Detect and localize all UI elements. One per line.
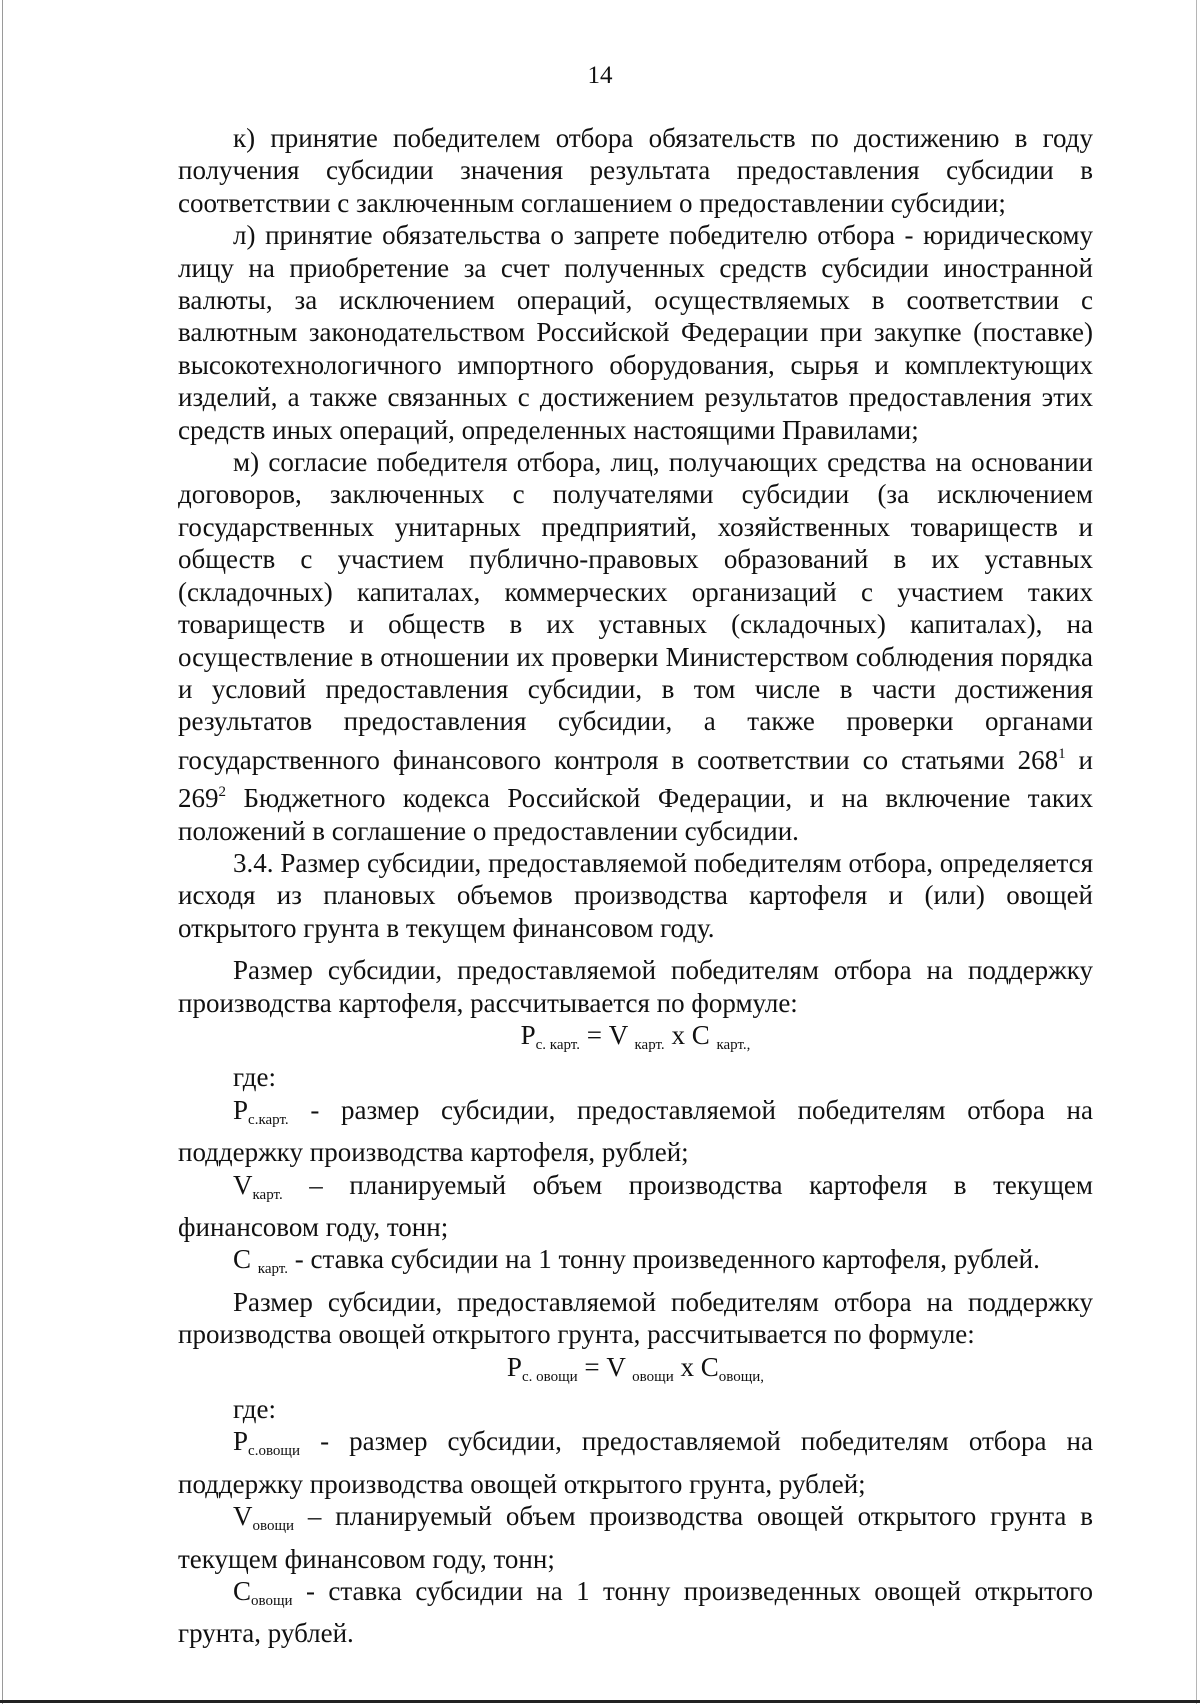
potato-def-p — [178, 1094, 1093, 1169]
page-bottom-edge — [0, 1700, 1200, 1703]
section-3-4-paragraph: 3.4. Размер субсидии, предоставляемой победителям отбора, определяется исходя из плановых объемов производства картофеля и (или) овощей открытого грунта в текущем финансовом году. — [178, 847, 1093, 943]
vegetables-formula-intro: Размер субсидии, предоставляемой победителям отбора на поддержку производства овощей открытого грунта, рассчитывается по формуле: — [178, 1286, 1093, 1350]
article-268-superscript: 1 — [1058, 745, 1066, 762]
vegetables-def-p-subscript: с.овощи — [248, 1443, 300, 1460]
potato-def-c — [178, 1243, 1093, 1285]
potato-def-c-text: - ставка субсидии на 1 тонну произведенного картофеля, рублей. — [287, 1244, 1040, 1275]
vegetables-formula-c-subscript: овощи, — [718, 1368, 765, 1385]
potato-formula-x-c: x C — [664, 1019, 717, 1050]
vegetables-def-c-text: - ставка субсидии на 1 тонну произведенных овощей открытого грунта, рублей. — [178, 1576, 1093, 1649]
vegetables-def-v-symbol: V — [233, 1501, 253, 1532]
article-269-superscript: 2 — [218, 784, 226, 801]
potato-formula-p: P — [520, 1019, 536, 1050]
potato-def-v-subscript: карт. — [252, 1186, 283, 1203]
vegetables-formula-p-subscript: с. овощи — [521, 1368, 578, 1385]
vegetables-where-label: где: — [233, 1394, 276, 1425]
vegetables-formula-x-c: x C — [673, 1351, 719, 1382]
potato-formula-c-subscript: карт., — [716, 1036, 751, 1053]
potato-def-v-text: – планируемый объем производства картофеля в текущем финансовом году, тонн; — [178, 1169, 1093, 1242]
potato-def-v — [178, 1169, 1093, 1244]
potato-def-v-symbol: V — [233, 1169, 253, 1200]
vegetables-formula-p: P — [506, 1351, 522, 1382]
potato-def-p-subscript: с.карт. — [248, 1111, 289, 1128]
potato-formula — [178, 1019, 1093, 1061]
potato-formula-eq-v: = V — [579, 1019, 635, 1050]
vegetables-def-c-subscript: овощи — [251, 1593, 293, 1610]
vegetables-formula-v-subscript: овощи — [632, 1368, 674, 1385]
vegetables-formula — [178, 1351, 1093, 1393]
potato-def-c-subscript: карт. — [257, 1261, 288, 1278]
potato-where-label: где: — [233, 1062, 276, 1093]
vegetables-def-c-symbol: C — [233, 1576, 252, 1607]
item-l-paragraph: л) принятие обязательства о запрете победителю отбора - юридическому лицу на приобретение за счет полученных средств субсидии иностранной валюты, за исключением операций, осуществляемых в соответствии с валютным законодательством Российской Федерации при закупке (поставке) высокотехнологичного импортного оборудования, сырья и комплектующих изделий, а также связанных с достижением результатов предоставления этих средств иных операций, определенных настоящими Правилами; — [178, 220, 1093, 445]
item-m-text-after: Бюджетного кодекса Российской Федерации, и на включение таких положений в соглашение о предоставлении субсидии. — [178, 783, 1093, 846]
vegetables-def-v-text: – планируемый объем производства овощей открытого грунта в текущем финансовом году, тонн; — [178, 1501, 1093, 1574]
item-k-paragraph: к) принятие победителем отбора обязательств по достижению в году получения субсидии значения результата предоставления субсидии в соответствии с заключенным соглашением о предоставлении субсидии; — [178, 123, 1093, 218]
document-body — [178, 122, 1093, 1650]
potato-def-p-symbol: P — [233, 1094, 249, 1125]
vegetables-def-p-symbol: P — [233, 1426, 249, 1457]
page-right-edge — [1196, 0, 1197, 1704]
vegetables-formula-eq-v: = V — [577, 1351, 633, 1382]
item-m-text-middle: и 269 — [178, 744, 1093, 814]
vegetables-def-p — [178, 1425, 1093, 1500]
vegetables-def-c — [178, 1575, 1093, 1650]
vegetables-def-v — [178, 1500, 1093, 1575]
page-left-edge — [2, 0, 3, 1704]
potato-formula-intro: Размер субсидии, предоставляемой победителям отбора на поддержку производства картофеля, рассчитывается по формуле: — [178, 955, 1093, 1018]
page-number: 14 — [587, 62, 613, 89]
paragraph-gap — [178, 944, 1093, 954]
potato-formula-v-subscript: карт. — [634, 1036, 665, 1053]
potato-def-c-symbol: C — [233, 1244, 258, 1275]
potato-formula-p-subscript: с. карт. — [535, 1036, 580, 1053]
potato-def-p-text: - размер субсидии, предоставляемой победителям отбора на поддержку производства картофеля, рублей; — [178, 1094, 1093, 1168]
vegetables-def-v-subscript: овощи — [252, 1518, 295, 1535]
item-m-paragraph — [178, 446, 1093, 847]
vegetables-def-p-text: - размер субсидии, предоставляемой победителям отбора на поддержку производства овощей открытого грунта, рублей; — [178, 1426, 1093, 1499]
item-m-text-before: м) согласие победителя отбора, лиц, получающих средства на основании договоров, заключенных с получателями субсидии (за исключением государственных унитарных предприятий, хозяйственных товариществ и обществ с участием публично-правовых образований в их уставных (складочных) капиталах, коммерческих организаций с участием таких товариществ и обществ в их уставных (складочных) капиталах), на осуществление в отношении их проверки Министерством соблюдения порядка и условий предоставления субсидии, в том числе в части достижения результатов предоставления субсидии, а также проверки органами государственного финансового контроля в соответствии со статьями 268 — [178, 447, 1093, 775]
